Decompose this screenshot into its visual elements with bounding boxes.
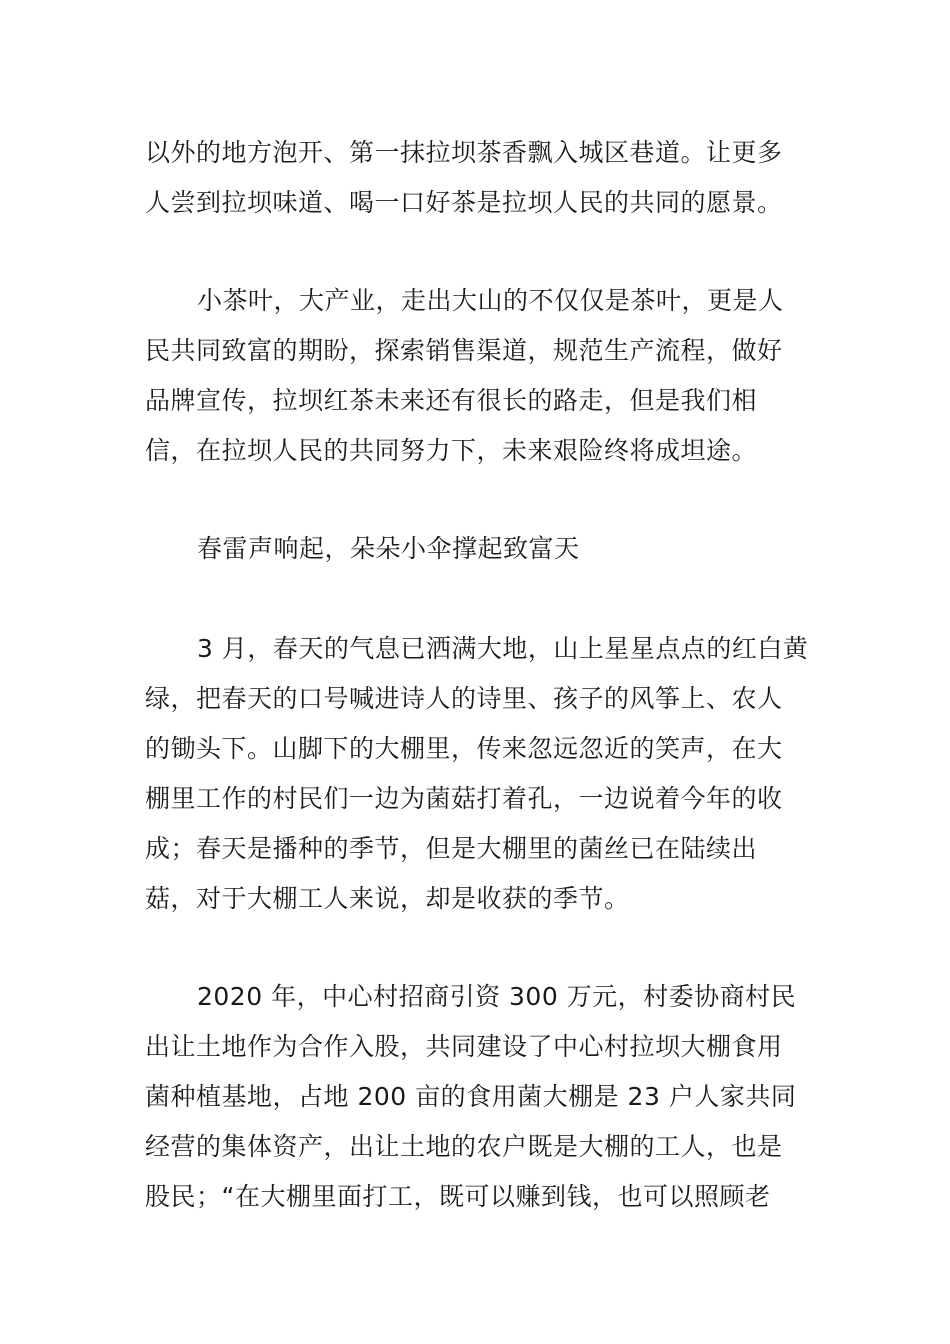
text-line: 2020 年，中心村招商引资 300 万元，村委协商村民 [197,982,797,1011]
text-line: 以外的地方泡开、第一抹拉坝茶香飘入城区巷道。让更多 [145,138,783,167]
text-line: 的锄头下。山脚下的大棚里，传来忽远忽近的笑声，在大 [145,734,783,763]
text-line: 股民；“在大棚里面打工，既可以赚到钱，也可以照顾老 [145,1182,771,1211]
paragraph-tea-industry [145,276,810,476]
text-line: 信，在拉坝人民的共同努力下，未来艰险终将成坦途。 [145,436,758,465]
text-line: 出让土地作为合作入股，共同建设了中心村拉坝大棚食用 [145,1032,783,1061]
section-heading [145,524,810,574]
paragraph-continuation [145,128,810,228]
text-line: 菇，对于大棚工人来说，却是收获的季节。 [145,884,630,913]
text-line: 春雷声响起，朵朵小伞撑起致富天 [197,534,580,563]
text-line: 菌种植基地，占地 200 亩的食用菌大棚是 23 户人家共同 [145,1082,797,1111]
text-line: 人尝到拉坝味道、喝一口好茶是拉坝人民的共同的愿景。 [145,188,783,217]
paragraph-2020-investment [145,972,810,1222]
text-line: 民共同致富的期盼，探索销售渠道，规范生产流程，做好 [145,336,783,365]
paragraph-spring [145,624,810,924]
text-line: 棚里工作的村民们一边为菌菇打着孔，一边说着今年的收 [145,784,783,813]
text-line: 3 月，春天的气息已洒满大地，山上星星点点的红白黄 [197,634,809,663]
text-line: 经营的集体资产，出让土地的农户既是大棚的工人，也是 [145,1132,783,1161]
text-line: 小茶叶，大产业，走出大山的不仅仅是茶叶，更是人 [197,286,784,315]
text-line: 品牌宣传，拉坝红茶未来还有很长的路走，但是我们相 [145,386,758,415]
text-line: 绿，把春天的口号喊进诗人的诗里、孩子的风筝上、农人 [145,684,783,713]
text-line: 成；春天是播种的季节，但是大棚里的菌丝已在陆续出 [145,834,758,863]
